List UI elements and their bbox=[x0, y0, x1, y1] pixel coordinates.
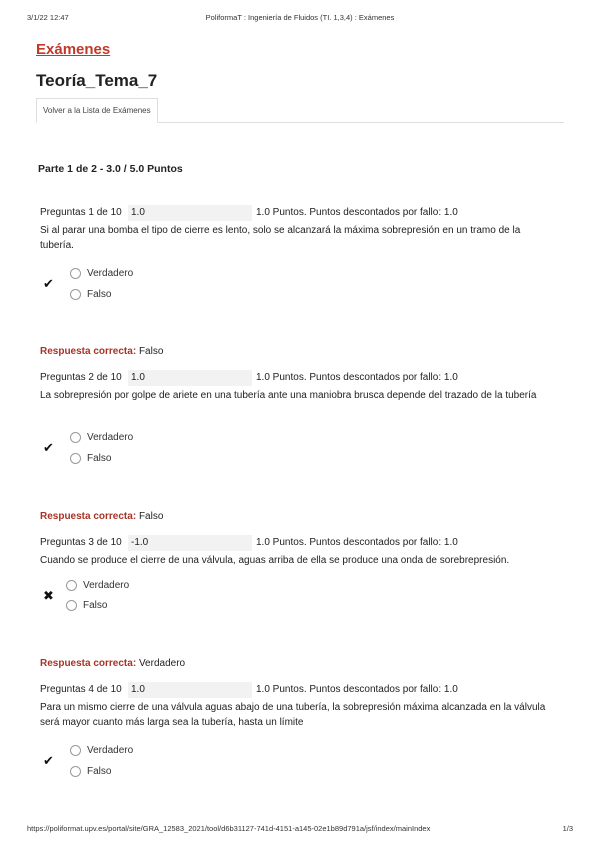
question-number: Preguntas 4 de 10 bbox=[40, 684, 122, 695]
radio-icon[interactable] bbox=[70, 453, 81, 464]
correct-answer-label: Respuesta correcta: bbox=[40, 658, 137, 669]
radio-icon[interactable] bbox=[70, 289, 81, 300]
radio-icon[interactable] bbox=[70, 745, 81, 756]
radio-icon[interactable] bbox=[66, 580, 77, 591]
part-header: Parte 1 de 2 - 3.0 / 5.0 Puntos bbox=[38, 163, 183, 175]
question-number: Preguntas 3 de 10 bbox=[40, 537, 122, 548]
question-meta bbox=[40, 682, 560, 698]
print-page-number: 1/3 bbox=[562, 824, 573, 833]
question-meta bbox=[40, 370, 560, 386]
back-to-exams-tab[interactable]: Volver a la Lista de Exámenes bbox=[36, 98, 158, 123]
question-text: Para un mismo cierre de una válvula aguas abajo de una tubería, la sobrepresión máxima alcanzada en la válvula será mayor cuanto más larga sea la tubería, hasta un límite bbox=[40, 702, 546, 728]
option-verdadero[interactable] bbox=[70, 266, 133, 281]
answer-options bbox=[40, 578, 240, 618]
radio-icon[interactable] bbox=[70, 432, 81, 443]
incorrect-mark-icon: ✖ bbox=[43, 588, 54, 603]
option-label: Falso bbox=[87, 289, 112, 300]
correct-mark-icon: ✔ bbox=[43, 276, 54, 291]
radio-icon[interactable] bbox=[70, 766, 81, 777]
points-text: 1.0 Puntos. Puntos descontados por fallo: 1.0 bbox=[256, 372, 458, 383]
correct-answer-line bbox=[40, 511, 163, 522]
option-label: Verdadero bbox=[87, 745, 134, 756]
option-label: Falso bbox=[87, 453, 112, 464]
print-date: 3/1/22 12:47 bbox=[27, 13, 69, 22]
question-text: La sobrepresión por golpe de ariete en una tubería ante una maniobra brusca depende del trazado de la tubería bbox=[40, 390, 537, 401]
option-label: Falso bbox=[83, 600, 108, 611]
option-label: Verdadero bbox=[83, 580, 130, 591]
print-doc-title: PoliformaT : Ingeniería de Fluidos (TI. 1,3,4) : Exámenes bbox=[205, 13, 395, 22]
correct-answer-label: Respuesta correcta: bbox=[40, 346, 137, 357]
correct-answer-value: Falso bbox=[138, 511, 164, 522]
question-number: Preguntas 1 de 10 bbox=[40, 207, 122, 218]
answer-options bbox=[40, 266, 240, 306]
radio-icon[interactable] bbox=[66, 600, 77, 611]
score-box: 1.0 bbox=[128, 205, 252, 221]
correct-answer-label: Respuesta correcta: bbox=[40, 511, 137, 522]
option-label: Verdadero bbox=[87, 268, 134, 279]
correct-answer-value: Falso bbox=[138, 346, 164, 357]
option-label: Verdadero bbox=[87, 432, 134, 443]
score-box: 1.0 bbox=[128, 370, 252, 386]
option-falso[interactable] bbox=[70, 451, 111, 466]
question-meta bbox=[40, 535, 560, 551]
question-text: Si al parar una bomba el tipo de cierre es lento, solo se alcanzará la máxima sobrepresión en un tramo de la tubería. bbox=[40, 225, 521, 251]
option-falso[interactable] bbox=[70, 287, 111, 302]
print-url: https://poliformat.upv.es/portal/site/GRA_12583_2021/tool/d6b31127-741d-4151-a145-02e1b89d791a/jsf/index/mainIndex bbox=[27, 824, 431, 833]
print-footer bbox=[27, 824, 573, 836]
option-verdadero[interactable] bbox=[66, 578, 129, 593]
correct-answer-value: Verdadero bbox=[138, 658, 186, 669]
answer-options bbox=[40, 430, 240, 470]
question-text: Cuando se produce el cierre de una válvula, aguas arriba de ella se produce una onda de sorebrepresión. bbox=[40, 555, 510, 566]
correct-answer-line bbox=[40, 346, 163, 357]
correct-mark-icon: ✔ bbox=[43, 440, 54, 455]
radio-icon[interactable] bbox=[70, 268, 81, 279]
score-box: 1.0 bbox=[128, 682, 252, 698]
tab-bar bbox=[36, 98, 564, 123]
points-text: 1.0 Puntos. Puntos descontados por fallo: 1.0 bbox=[256, 684, 458, 695]
correct-answer-line bbox=[40, 658, 185, 669]
option-verdadero[interactable] bbox=[70, 430, 133, 445]
answer-options bbox=[40, 743, 240, 783]
option-falso[interactable] bbox=[70, 764, 111, 779]
question-meta bbox=[40, 205, 560, 221]
option-falso[interactable] bbox=[66, 598, 107, 613]
points-text: 1.0 Puntos. Puntos descontados por fallo: 1.0 bbox=[256, 537, 458, 548]
section-link-examenes[interactable]: Exámenes bbox=[36, 41, 111, 58]
option-verdadero[interactable] bbox=[70, 743, 133, 758]
page-title: Teoría_Tema_7 bbox=[36, 71, 158, 90]
option-label: Falso bbox=[87, 766, 112, 777]
correct-mark-icon: ✔ bbox=[43, 753, 54, 768]
print-header bbox=[27, 13, 573, 25]
score-box: -1.0 bbox=[128, 535, 252, 551]
points-text: 1.0 Puntos. Puntos descontados por fallo: 1.0 bbox=[256, 207, 458, 218]
question-number: Preguntas 2 de 10 bbox=[40, 372, 122, 383]
